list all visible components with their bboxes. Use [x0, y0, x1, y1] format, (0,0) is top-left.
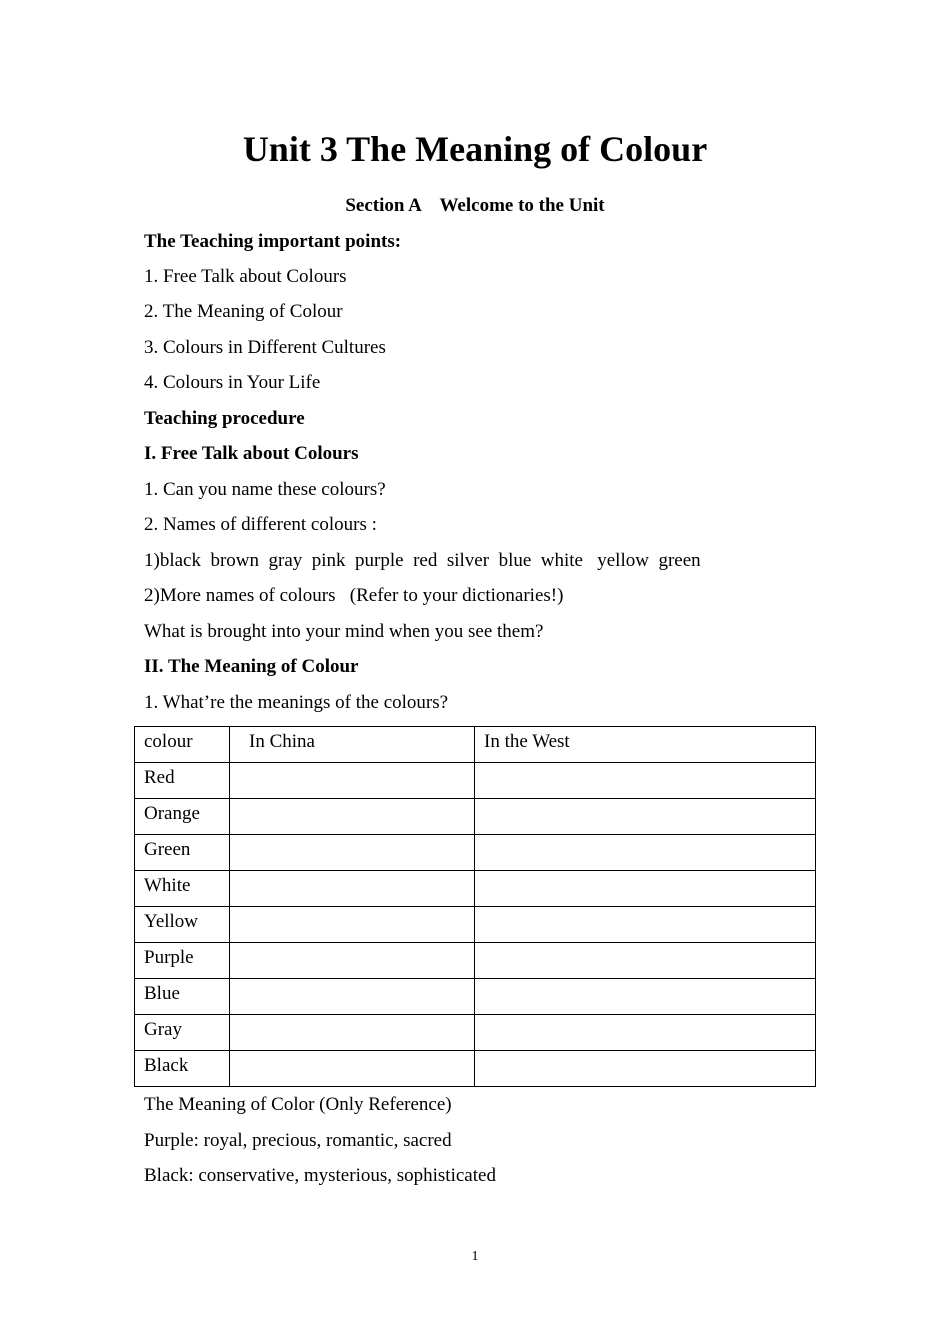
table-cell	[475, 1051, 816, 1087]
table-cell	[475, 835, 816, 871]
table-row	[135, 871, 816, 907]
table-cell	[230, 799, 475, 835]
part2-heading: II. The Meaning of Colour	[144, 656, 359, 677]
document-title: Unit 3 The Meaning of Colour	[242, 129, 708, 169]
part1-line: 2. Names of different colours :	[144, 514, 377, 535]
table-header-cell: In China	[230, 727, 475, 763]
table-row	[135, 943, 816, 979]
table-cell	[475, 979, 816, 1015]
table-cell	[230, 1051, 475, 1087]
table-row	[135, 763, 816, 799]
procedure-heading: Teaching procedure	[144, 408, 305, 429]
important-points-heading: The Teaching important points:	[144, 231, 402, 252]
colour-meaning-table	[134, 726, 816, 1087]
table-cell: Gray	[135, 1015, 230, 1051]
table-row	[135, 979, 816, 1015]
table-header-cell: In the West	[475, 727, 816, 763]
table-row	[135, 835, 816, 871]
table-header-row	[135, 727, 816, 763]
table-row	[135, 1015, 816, 1051]
table-cell	[230, 871, 475, 907]
table-cell	[475, 1015, 816, 1051]
part1-line: 1. Can you name these colours?	[144, 479, 386, 500]
table-cell	[475, 763, 816, 799]
table-cell	[230, 835, 475, 871]
table-row	[135, 799, 816, 835]
table-cell: Green	[135, 835, 230, 871]
reference-line: Black: conservative, mysterious, sophisticated	[144, 1165, 496, 1186]
table-row	[135, 1051, 816, 1087]
reference-heading: The Meaning of Color (Only Reference)	[144, 1094, 452, 1115]
table-cell	[230, 907, 475, 943]
colour-names-list: 1)black brown gray pink purple red silver blue white yellow green	[144, 550, 701, 571]
important-point-item: 3. Colours in Different Cultures	[144, 337, 386, 358]
table-cell	[475, 907, 816, 943]
table-cell	[475, 871, 816, 907]
part1-heading: I. Free Talk about Colours	[144, 443, 359, 464]
table-cell: Purple	[135, 943, 230, 979]
table-cell: White	[135, 871, 230, 907]
table-cell	[230, 979, 475, 1015]
table-cell	[230, 1015, 475, 1051]
table-cell	[230, 943, 475, 979]
page-number: 1	[471, 1249, 479, 1264]
table-cell: Yellow	[135, 907, 230, 943]
table-cell	[475, 799, 816, 835]
important-point-item: 4. Colours in Your Life	[144, 372, 321, 393]
table-row	[135, 907, 816, 943]
table-cell: Black	[135, 1051, 230, 1087]
table-cell: Blue	[135, 979, 230, 1015]
part1-line: 2)More names of colours (Refer to your dictionaries!)	[144, 585, 564, 606]
table-cell: Red	[135, 763, 230, 799]
part2-question: 1. What’re the meanings of the colours?	[144, 692, 449, 713]
table-cell	[475, 943, 816, 979]
table-header-cell: colour	[135, 727, 230, 763]
reference-line: Purple: royal, precious, romantic, sacred	[144, 1130, 452, 1151]
table-cell	[230, 763, 475, 799]
section-heading: Section A Welcome to the Unit	[345, 195, 605, 216]
part1-line: What is brought into your mind when you see them?	[144, 621, 544, 642]
important-point-item: 1. Free Talk about Colours	[144, 266, 347, 287]
important-point-item: 2. The Meaning of Colour	[144, 301, 343, 322]
table-cell: Orange	[135, 799, 230, 835]
